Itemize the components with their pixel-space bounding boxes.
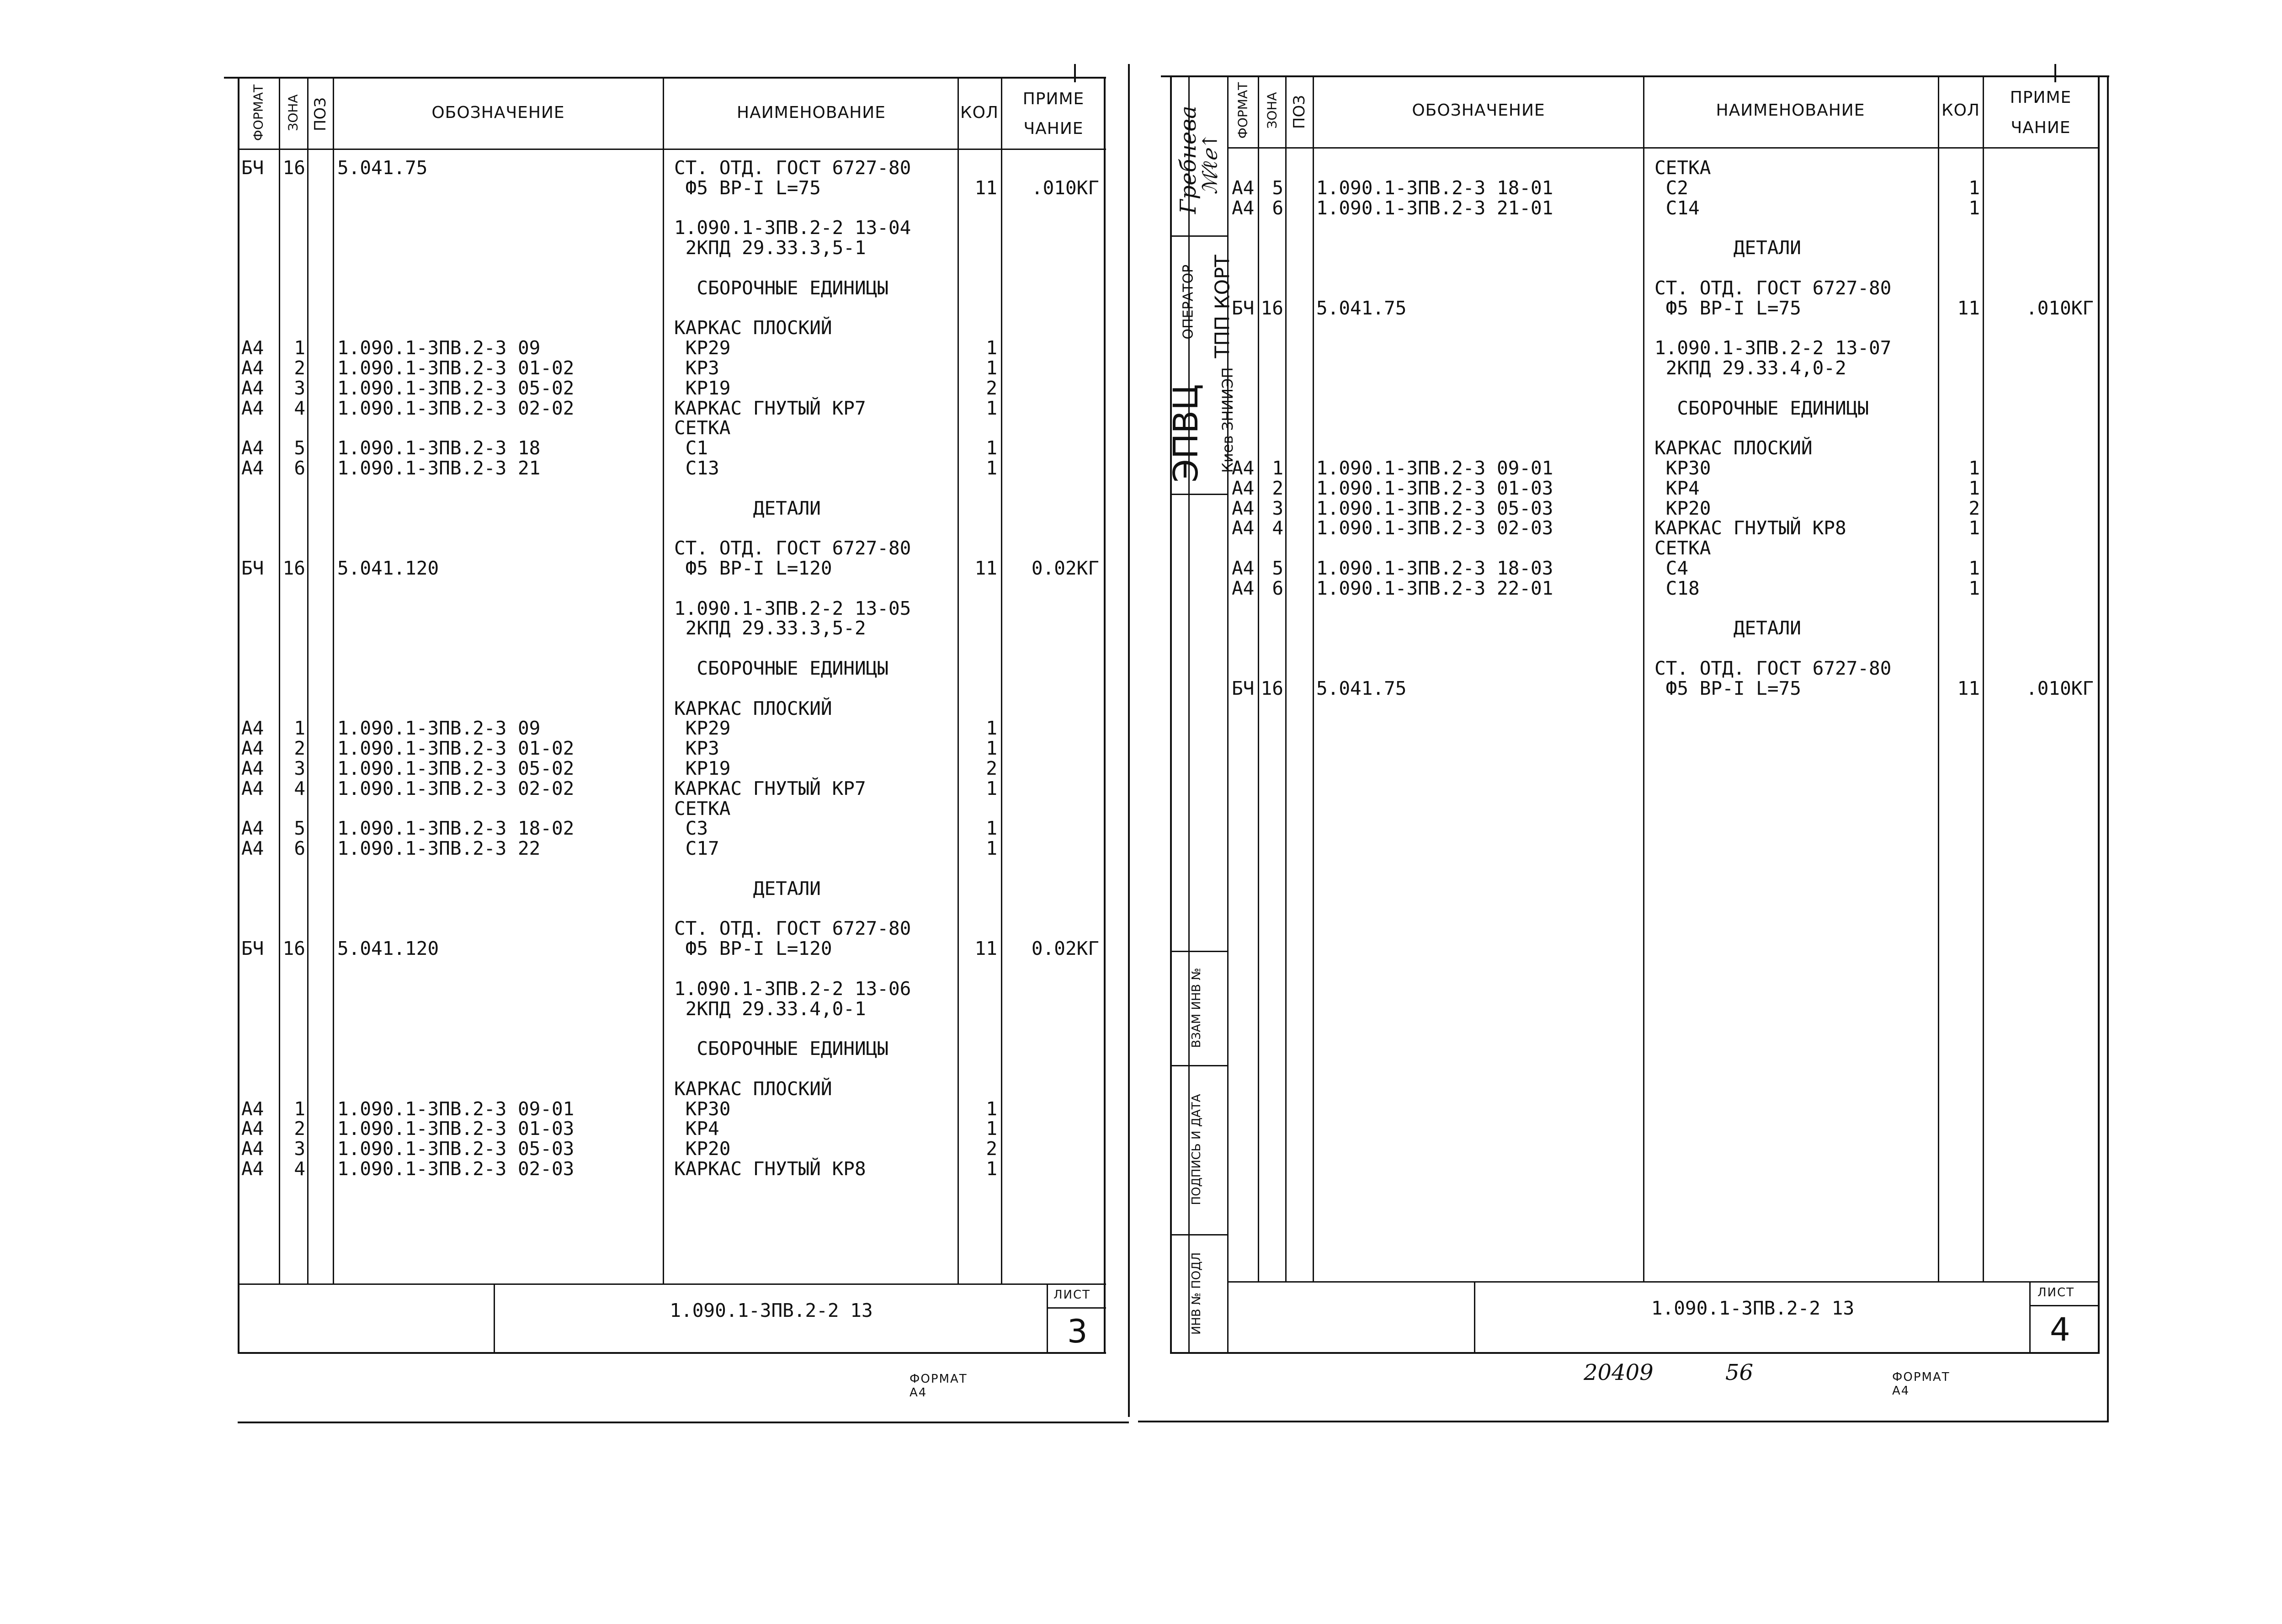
cell-q: 2 [986, 377, 997, 399]
cell-q: 1 [986, 717, 997, 740]
cell-f: А4 [1232, 497, 1255, 519]
cell-f: А4 [241, 1158, 264, 1180]
cell-z: 4 [294, 777, 305, 799]
cell-f: БЧ [241, 557, 264, 579]
cell-f: А4 [241, 437, 264, 459]
cell-z: 3 [1272, 497, 1283, 519]
cell-p: .010КГ [2026, 297, 2094, 319]
cell-n: КР3 [674, 737, 719, 760]
cell-n: 1.090.1-3ПВ.2-2 13-05 [674, 597, 911, 619]
cell-z: 1 [294, 337, 305, 359]
cell-z: 1 [294, 1097, 305, 1120]
cell-z: 6 [1272, 577, 1283, 599]
cell-d: 1.090.1-3ПВ.2-3 01-02 [337, 737, 574, 760]
header-designation: ОБОЗНАЧЕНИЕ [1412, 101, 1545, 120]
organization-sub: Киев ЗНИИЭП [1219, 367, 1236, 473]
cell-n: 2КПД 29.33.3,5-1 [674, 237, 866, 259]
cell-q: 1 [1968, 577, 1980, 599]
cell-n: ДЕТАЛИ [674, 497, 821, 519]
cell-f: А4 [241, 837, 264, 860]
cell-q: 1 [986, 777, 997, 799]
cell-p: .010КГ [1031, 176, 1099, 199]
header-zone: ЗОНА [285, 94, 301, 131]
cell-f: А4 [241, 737, 264, 760]
cell-n: КАРКАС ПЛОСКИЙ [674, 317, 832, 339]
cell-z: 5 [1272, 176, 1283, 199]
cell-z: 3 [294, 1138, 305, 1160]
cell-f: А4 [241, 397, 264, 419]
header-qty: КОЛ [1942, 101, 1980, 120]
cell-n: ДЕТАЛИ [1654, 237, 1801, 259]
cell-n: СТ. ОТД. ГОСТ 6727-80 [674, 917, 911, 940]
cell-q: 1 [986, 457, 997, 479]
cell-z: 4 [294, 1158, 305, 1180]
cell-z: 2 [294, 357, 305, 379]
format-label: ФОРМАТ А4 [910, 1372, 968, 1400]
cell-n: ДЕТАЛИ [674, 877, 821, 900]
cell-n: СТ. ОТД. ГОСТ 6727-80 [674, 157, 911, 179]
cell-z: 5 [294, 437, 305, 459]
cell-q: 11 [1957, 677, 1980, 699]
cell-q: 1 [986, 337, 997, 359]
cell-q: 2 [986, 1138, 997, 1160]
cell-z: 5 [294, 817, 305, 840]
cell-p: .010КГ [2026, 677, 2094, 699]
cell-n: С2 [1654, 176, 1689, 199]
cell-f: А4 [241, 357, 264, 379]
header-designation: ОБОЗНАЧЕНИЕ [431, 103, 565, 122]
cell-q: 2 [1968, 497, 1980, 519]
format-label: ФОРМАТ А4 [1892, 1370, 1950, 1398]
cell-d: 5.041.120 [337, 937, 439, 960]
signature: ℳ⁄ℓℯ↑ [1198, 132, 1222, 195]
cell-f: А4 [241, 377, 264, 399]
cell-d: 1.090.1-3ПВ.2-3 09-01 [1316, 457, 1553, 479]
cell-n: С1 [674, 437, 708, 459]
cell-n: КАРКАС ГНУТЫЙ КР7 [674, 777, 866, 799]
cell-f: А4 [1232, 577, 1255, 599]
cell-q: 1 [986, 817, 997, 840]
cell-n: КР19 [674, 757, 731, 779]
signature-date-label: ПОДПИСЬ И ДАТА [1190, 1094, 1203, 1205]
cell-n: СЕТКА [674, 417, 731, 439]
cell-d: 1.090.1-3ПВ.2-3 02-02 [337, 777, 574, 799]
cell-q: 1 [986, 1097, 997, 1120]
cell-n: Ф5 ВР-I L=75 [1654, 297, 1801, 319]
cell-d: 1.090.1-3ПВ.2-3 18-02 [337, 817, 574, 840]
cell-q: 2 [986, 757, 997, 779]
cell-n: С18 [1654, 577, 1700, 599]
cell-n: КР29 [674, 337, 731, 359]
cell-n: С17 [674, 837, 719, 860]
cell-n: СЕТКА [1654, 537, 1711, 559]
cell-z: 2 [1272, 477, 1283, 499]
cell-n: С3 [674, 817, 708, 840]
cell-d: 1.090.1-3ПВ.2-3 09 [337, 337, 541, 359]
cell-d: 5.041.75 [1316, 297, 1407, 319]
cell-f: А4 [241, 1118, 264, 1140]
cell-n: КР29 [674, 717, 731, 740]
cell-z: 16 [282, 557, 305, 579]
cell-n: СБОРОЧНЫЕ ЕДИНИЦЫ [674, 657, 888, 679]
sheet-number: 3 [1067, 1313, 1088, 1350]
cell-z: 3 [294, 757, 305, 779]
header-note-1: ПРИМЕ [1022, 90, 1085, 108]
cell-n: 1.090.1-3ПВ.2-2 13-07 [1654, 337, 1892, 359]
cell-z: 5 [1272, 557, 1283, 579]
cell-n: КР3 [674, 357, 719, 379]
header-note-1: ПРИМЕ [2010, 88, 2072, 107]
cell-q: 1 [1968, 557, 1980, 579]
cell-z: 16 [282, 937, 305, 960]
header-format: ФОРМАТ [250, 84, 266, 141]
cell-f: А4 [1232, 557, 1255, 579]
cell-n: Ф5 ВР-I L=120 [674, 937, 832, 960]
cell-z: 16 [1261, 677, 1283, 699]
cell-n: ДЕТАЛИ [1654, 617, 1801, 639]
cell-q: 1 [986, 437, 997, 459]
cell-n: КР20 [1654, 497, 1711, 519]
cell-n: КАРКАС ГНУТЫЙ КР7 [674, 397, 866, 419]
cell-d: 1.090.1-3ПВ.2-3 21 [337, 457, 541, 479]
header-pos: ПОЗ [1290, 95, 1309, 129]
cell-f: А4 [1232, 477, 1255, 499]
cell-q: 1 [986, 1118, 997, 1140]
header-name: НАИМЕНОВАНИЕ [737, 103, 886, 122]
sheet-label: ЛИСТ [1053, 1288, 1091, 1302]
operator-label: ОПЕРАТОР [1180, 264, 1197, 340]
header-note-2: ЧАНИЕ [2011, 118, 2071, 137]
cell-f: А4 [241, 1138, 264, 1160]
cell-q: 1 [1968, 477, 1980, 499]
cell-q: 1 [986, 737, 997, 760]
cell-f: А4 [241, 817, 264, 840]
header-note-2: ЧАНИЕ [1023, 119, 1084, 138]
cell-f: А4 [241, 717, 264, 740]
cell-f: А4 [1232, 176, 1255, 199]
sheet-number: 4 [2050, 1311, 2070, 1348]
cell-n: КАРКАС ПЛОСКИЙ [674, 697, 832, 719]
cell-z: 16 [1261, 297, 1283, 319]
cell-n: СЕТКА [674, 797, 731, 820]
signer-name: Гребнева [1176, 106, 1201, 214]
document-code: 1.090.1-3ПВ.2-2 13 [670, 1299, 873, 1321]
tpp-label: ТПП КОРТ [1211, 255, 1234, 358]
header-zone: ЗОНА [1264, 92, 1280, 129]
cell-f: А4 [241, 1097, 264, 1120]
cell-q: 11 [974, 937, 997, 960]
cell-q: 1 [986, 1158, 997, 1180]
archive-number: 20409 [1584, 1360, 1654, 1385]
cell-q: 11 [1957, 297, 1980, 319]
sheet-label: ЛИСТ [2037, 1286, 2075, 1299]
cell-d: 1.090.1-3ПВ.2-3 21-01 [1316, 197, 1553, 219]
cell-q: 1 [1968, 197, 1980, 219]
cell-d: 1.090.1-3ПВ.2-3 05-03 [337, 1138, 574, 1160]
cell-n: КАРКАС ПЛОСКИЙ [1654, 437, 1813, 459]
cell-d: 1.090.1-3ПВ.2-3 02-02 [337, 397, 574, 419]
cell-f: А4 [241, 337, 264, 359]
cell-d: 1.090.1-3ПВ.2-3 09-01 [337, 1097, 574, 1120]
cell-n: С13 [674, 457, 719, 479]
cell-d: 1.090.1-3ПВ.2-3 05-02 [337, 377, 574, 399]
cell-f: А4 [1232, 457, 1255, 479]
cell-n: СБОРОЧНЫЕ ЕДИНИЦЫ [674, 1038, 888, 1060]
header-qty: КОЛ [960, 103, 999, 122]
organization: ЭПВЦ [1166, 384, 1206, 483]
cell-f: А4 [241, 757, 264, 779]
cell-n: СБОРОЧНЫЕ ЕДИНИЦЫ [674, 277, 888, 299]
cell-d: 1.090.1-3ПВ.2-3 02-03 [1316, 517, 1553, 539]
cell-n: КР4 [674, 1118, 719, 1140]
cell-z: 6 [294, 837, 305, 860]
cell-p: 0.02КГ [1031, 557, 1099, 579]
cell-n: КР30 [1654, 457, 1711, 479]
cell-d: 1.090.1-3ПВ.2-3 18 [337, 437, 541, 459]
header-pos: ПОЗ [311, 97, 330, 132]
cell-n: КАРКАС ГНУТЫЙ КР8 [1654, 517, 1846, 539]
cell-z: 1 [1272, 457, 1283, 479]
cell-n: 2КПД 29.33.4,0-2 [1654, 357, 1846, 379]
cell-n: Ф5 ВР-I L=120 [674, 557, 832, 579]
cell-n: С14 [1654, 197, 1700, 219]
cell-f: БЧ [241, 157, 264, 179]
cell-d: 1.090.1-3ПВ.2-3 09 [337, 717, 541, 740]
cell-n: КР20 [674, 1138, 731, 1160]
cell-n: 2КПД 29.33.3,5-2 [674, 617, 866, 639]
header-name: НАИМЕНОВАНИЕ [1716, 101, 1865, 120]
cell-n: СБОРОЧНЫЕ ЕДИНИЦЫ [1654, 397, 1869, 419]
cell-d: 5.041.75 [1316, 677, 1407, 699]
cell-f: А4 [1232, 517, 1255, 539]
cell-n: КР19 [674, 377, 731, 399]
cell-z: 2 [294, 1118, 305, 1140]
cell-n: 1.090.1-3ПВ.2-2 13-06 [674, 977, 911, 1000]
cell-d: 1.090.1-3ПВ.2-3 05-02 [337, 757, 574, 779]
cell-z: 6 [1272, 197, 1283, 219]
cell-f: БЧ [1232, 297, 1255, 319]
cell-f: А4 [1232, 197, 1255, 219]
cell-d: 1.090.1-3ПВ.2-3 01-02 [337, 357, 574, 379]
cell-n: КР30 [674, 1097, 731, 1120]
cell-q: 11 [974, 176, 997, 199]
cell-q: 11 [974, 557, 997, 579]
cell-z: 16 [282, 157, 305, 179]
cell-d: 1.090.1-3ПВ.2-3 05-03 [1316, 497, 1553, 519]
cell-n: Ф5 ВР-I L=75 [674, 176, 821, 199]
cell-n: Ф5 ВР-I L=75 [1654, 677, 1801, 699]
document-code: 1.090.1-3ПВ.2-2 13 [1651, 1297, 1855, 1319]
cell-f: А4 [241, 777, 264, 799]
cell-n: СТ. ОТД. ГОСТ 6727-80 [1654, 657, 1892, 679]
cell-q: 1 [1968, 457, 1980, 479]
cell-n: С4 [1654, 557, 1689, 579]
cell-q: 1 [986, 837, 997, 860]
cell-z: 3 [294, 377, 305, 399]
cell-n: 2КПД 29.33.4,0-1 [674, 997, 866, 1020]
cell-f: БЧ [1232, 677, 1255, 699]
cell-p: 0.02КГ [1031, 937, 1099, 960]
cell-n: 1.090.1-3ПВ.2-2 13-04 [674, 217, 911, 239]
cell-d: 1.090.1-3ПВ.2-3 01-03 [337, 1118, 574, 1140]
replacement-inv-label: ВЗАМ ИНВ № [1190, 968, 1203, 1048]
header-format: ФОРМАТ [1235, 82, 1250, 139]
cell-z: 4 [294, 397, 305, 419]
cell-z: 1 [294, 717, 305, 740]
cell-z: 4 [1272, 517, 1283, 539]
cell-d: 1.090.1-3ПВ.2-3 22 [337, 837, 541, 860]
cell-z: 6 [294, 457, 305, 479]
cell-d: 1.090.1-3ПВ.2-3 18-03 [1316, 557, 1553, 579]
cell-n: КАРКАС ПЛОСКИЙ [674, 1077, 832, 1100]
cell-d: 5.041.120 [337, 557, 439, 579]
cell-n: КАРКАС ГНУТЫЙ КР8 [674, 1158, 866, 1180]
cell-q: 1 [1968, 517, 1980, 539]
cell-n: КР4 [1654, 477, 1700, 499]
cell-f: БЧ [241, 937, 264, 960]
cell-n: СЕТКА [1654, 157, 1711, 179]
cell-d: 5.041.75 [337, 157, 428, 179]
original-inv-label: ИНВ № ПОДЛ [1190, 1252, 1203, 1335]
cell-z: 2 [294, 737, 305, 760]
cell-n: СТ. ОТД. ГОСТ 6727-80 [1654, 277, 1892, 299]
cell-d: 1.090.1-3ПВ.2-3 02-03 [337, 1158, 574, 1180]
cell-d: 1.090.1-3ПВ.2-3 01-03 [1316, 477, 1553, 499]
cell-f: А4 [241, 457, 264, 479]
cell-d: 1.090.1-3ПВ.2-3 22-01 [1316, 577, 1553, 599]
cell-q: 1 [986, 357, 997, 379]
cell-q: 1 [986, 397, 997, 419]
archive-sheet: 56 [1725, 1360, 1754, 1385]
cell-q: 1 [1968, 176, 1980, 199]
cell-d: 1.090.1-3ПВ.2-3 18-01 [1316, 176, 1553, 199]
cell-n: СТ. ОТД. ГОСТ 6727-80 [674, 537, 911, 559]
